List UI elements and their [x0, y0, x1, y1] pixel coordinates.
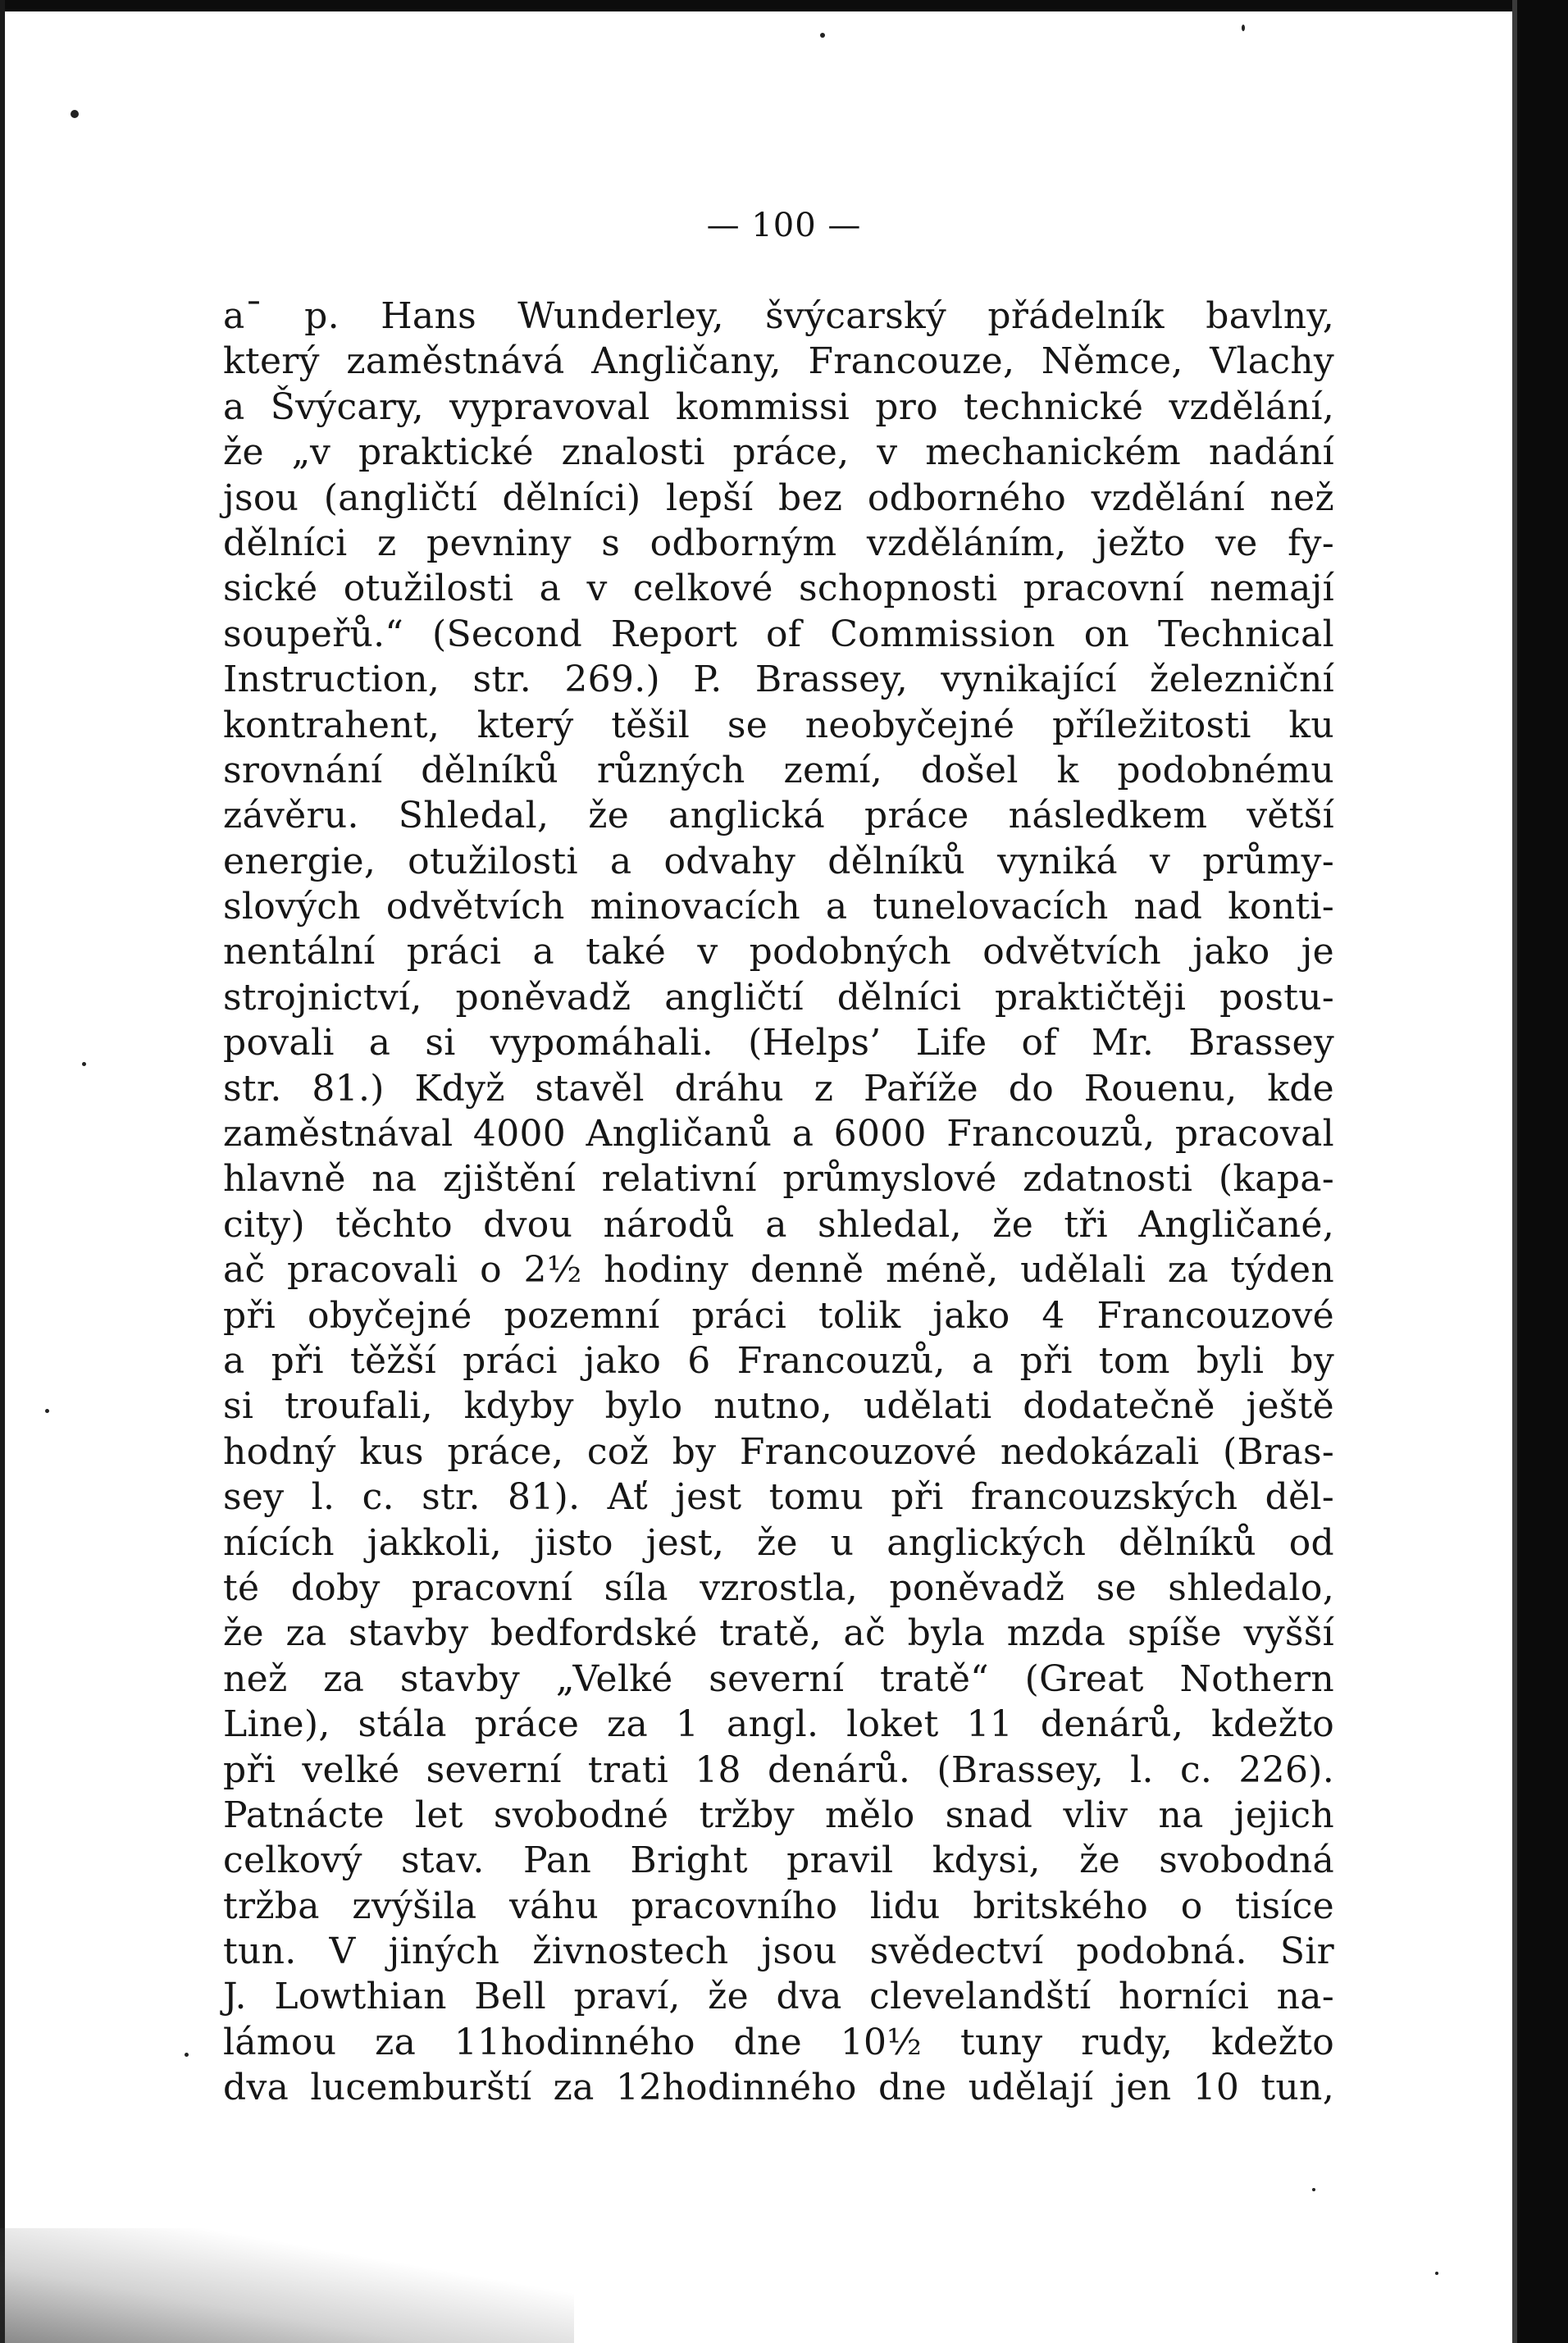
text-line: který zaměstnává Angličany, Francouze, Němce, Vlachy: [223, 340, 1334, 383]
text-line: Line), stála práce za 1 angl. loket 11 denárů, kdežto: [223, 1703, 1334, 1746]
text-line: str. 81.) Když stavěl dráhu z Paříže do Rouenu, kde: [223, 1067, 1334, 1110]
text-line: sey l. c. str. 81). Ať jest tomu při francouzských děl-: [223, 1476, 1334, 1519]
text-line: city) těchto dvou národů a shledal, že tři Angličané,: [223, 1203, 1334, 1246]
text-line: povali a si vypomáhali. (Helps’ Life of Mr. Brassey: [223, 1022, 1334, 1064]
text-line: a Švýcary, vypravoval kommissi pro technické vzdělání,: [223, 385, 1334, 428]
text-line: než za stavby „Velké severní tratě“ (Great Nothern: [223, 1657, 1334, 1700]
dust-speck: [71, 110, 79, 118]
text-line: energie, otužilosti a odvahy dělníků vyniká v průmy-: [223, 840, 1334, 882]
text-line: dva lucemburští za 12hodinného dne udělají jen 10 tun,: [223, 2067, 1334, 2109]
dust-speck: [45, 1409, 49, 1413]
scan-border-right: [1517, 0, 1568, 2343]
page-number: — 100 —: [706, 207, 862, 244]
dust-speck: [820, 33, 825, 38]
text-line: lámou za 11hodinného dne 10½ tuny rudy, kdežto: [223, 2021, 1334, 2063]
text-line: jsou (angličtí dělníci) lepší bez odborného vzdělání než: [223, 476, 1334, 519]
text-line: že za stavby bedfordské tratě, ač byla mzda spíše vyšší: [223, 1612, 1334, 1655]
text-line: slových odvětvích minovacích a tunelovacích nad konti-: [223, 886, 1334, 928]
text-line: závěru. Shledal, že anglická práce následkem větší: [223, 795, 1334, 837]
text-line: srovnání dělníků různých zemí, došel k podobnému: [223, 749, 1334, 791]
text-line: si troufali, kdyby bylo nutno, udělati dodatečně ještě: [223, 1385, 1334, 1428]
text-line: Instruction, str. 269.) P. Brassey, vynikající železniční: [223, 659, 1334, 701]
text-line: nících jakkoli, jisto jest, že u anglických dělníků od: [223, 1521, 1334, 1564]
text-line: strojnictví, poněvadž angličtí dělníci praktičtěji postu-: [223, 976, 1334, 1019]
text-line: dělníci z pevniny s odborným vzděláním, ježto ve fy-: [223, 522, 1334, 564]
text-line: tržba zvýšila váhu pracovního lidu britského o tisíce: [223, 1885, 1334, 1927]
text-line: a při těžší práci jako 6 Francouzů, a při tom byli by: [223, 1339, 1334, 1382]
dust-speck: [1242, 25, 1245, 31]
text-line: celkový stav. Pan Bright pravil kdysi, že svobodná: [223, 1839, 1334, 1882]
body-text: [223, 294, 1334, 2111]
text-line: té doby pracovní síla vzrostla, poněvadž se shledalo,: [223, 1566, 1334, 1609]
text-line: Patnácte let svobodné tržby mělo snad vliv na jejich: [223, 1794, 1334, 1836]
text-line: zaměstnával 4000 Angličanů a 6000 Francouzů, pracoval: [223, 1113, 1334, 1156]
dust-speck: [1312, 2188, 1315, 2191]
text-line: při velké severní trati 18 denárů. (Brassey, l. c. 226).: [223, 1748, 1334, 1791]
text-line: hodný kus práce, což by Francouzové nedokázali (Bras-: [223, 1430, 1334, 1473]
scan-border-top: [0, 0, 1568, 11]
text-line: nentální práci a také v podobných odvětvích jako je: [223, 931, 1334, 973]
text-line: sické otužilosti a v celkové schopnosti pracovní nemají: [223, 568, 1334, 610]
scan-border-left: [0, 0, 5, 2343]
dust-speck: [185, 2053, 189, 2057]
dust-speck: [82, 1062, 86, 1066]
text-line: soupeřů.“ (Second Report of Commission on Technical: [223, 613, 1334, 655]
text-line: že „v praktické znalosti práce, v mechanickém nadání: [223, 431, 1334, 474]
text-line: při obyčejné pozemní práci tolik jako 4 Francouzové: [223, 1294, 1334, 1337]
text-line: hlavně na zjištění relativní průmyslové zdatnosti (kapa-: [223, 1158, 1334, 1201]
scan-smudge: [0, 2228, 574, 2343]
text-line: a¯ p. Hans Wunderley, švýcarský přádelník bavlny,: [223, 295, 1334, 337]
dust-speck: [1435, 2272, 1438, 2275]
text-line: J. Lowthian Bell praví, že dva clevelandští horníci na-: [223, 1976, 1334, 2018]
text-line: ač pracovali o 2½ hodiny denně méně, udělali za týden: [223, 1249, 1334, 1292]
text-line: tun. V jiných živnostech jsou svědectví podobná. Sir: [223, 1930, 1334, 1973]
text-line: kontrahent, který těšil se neobyčejné příležitosti ku: [223, 704, 1334, 746]
